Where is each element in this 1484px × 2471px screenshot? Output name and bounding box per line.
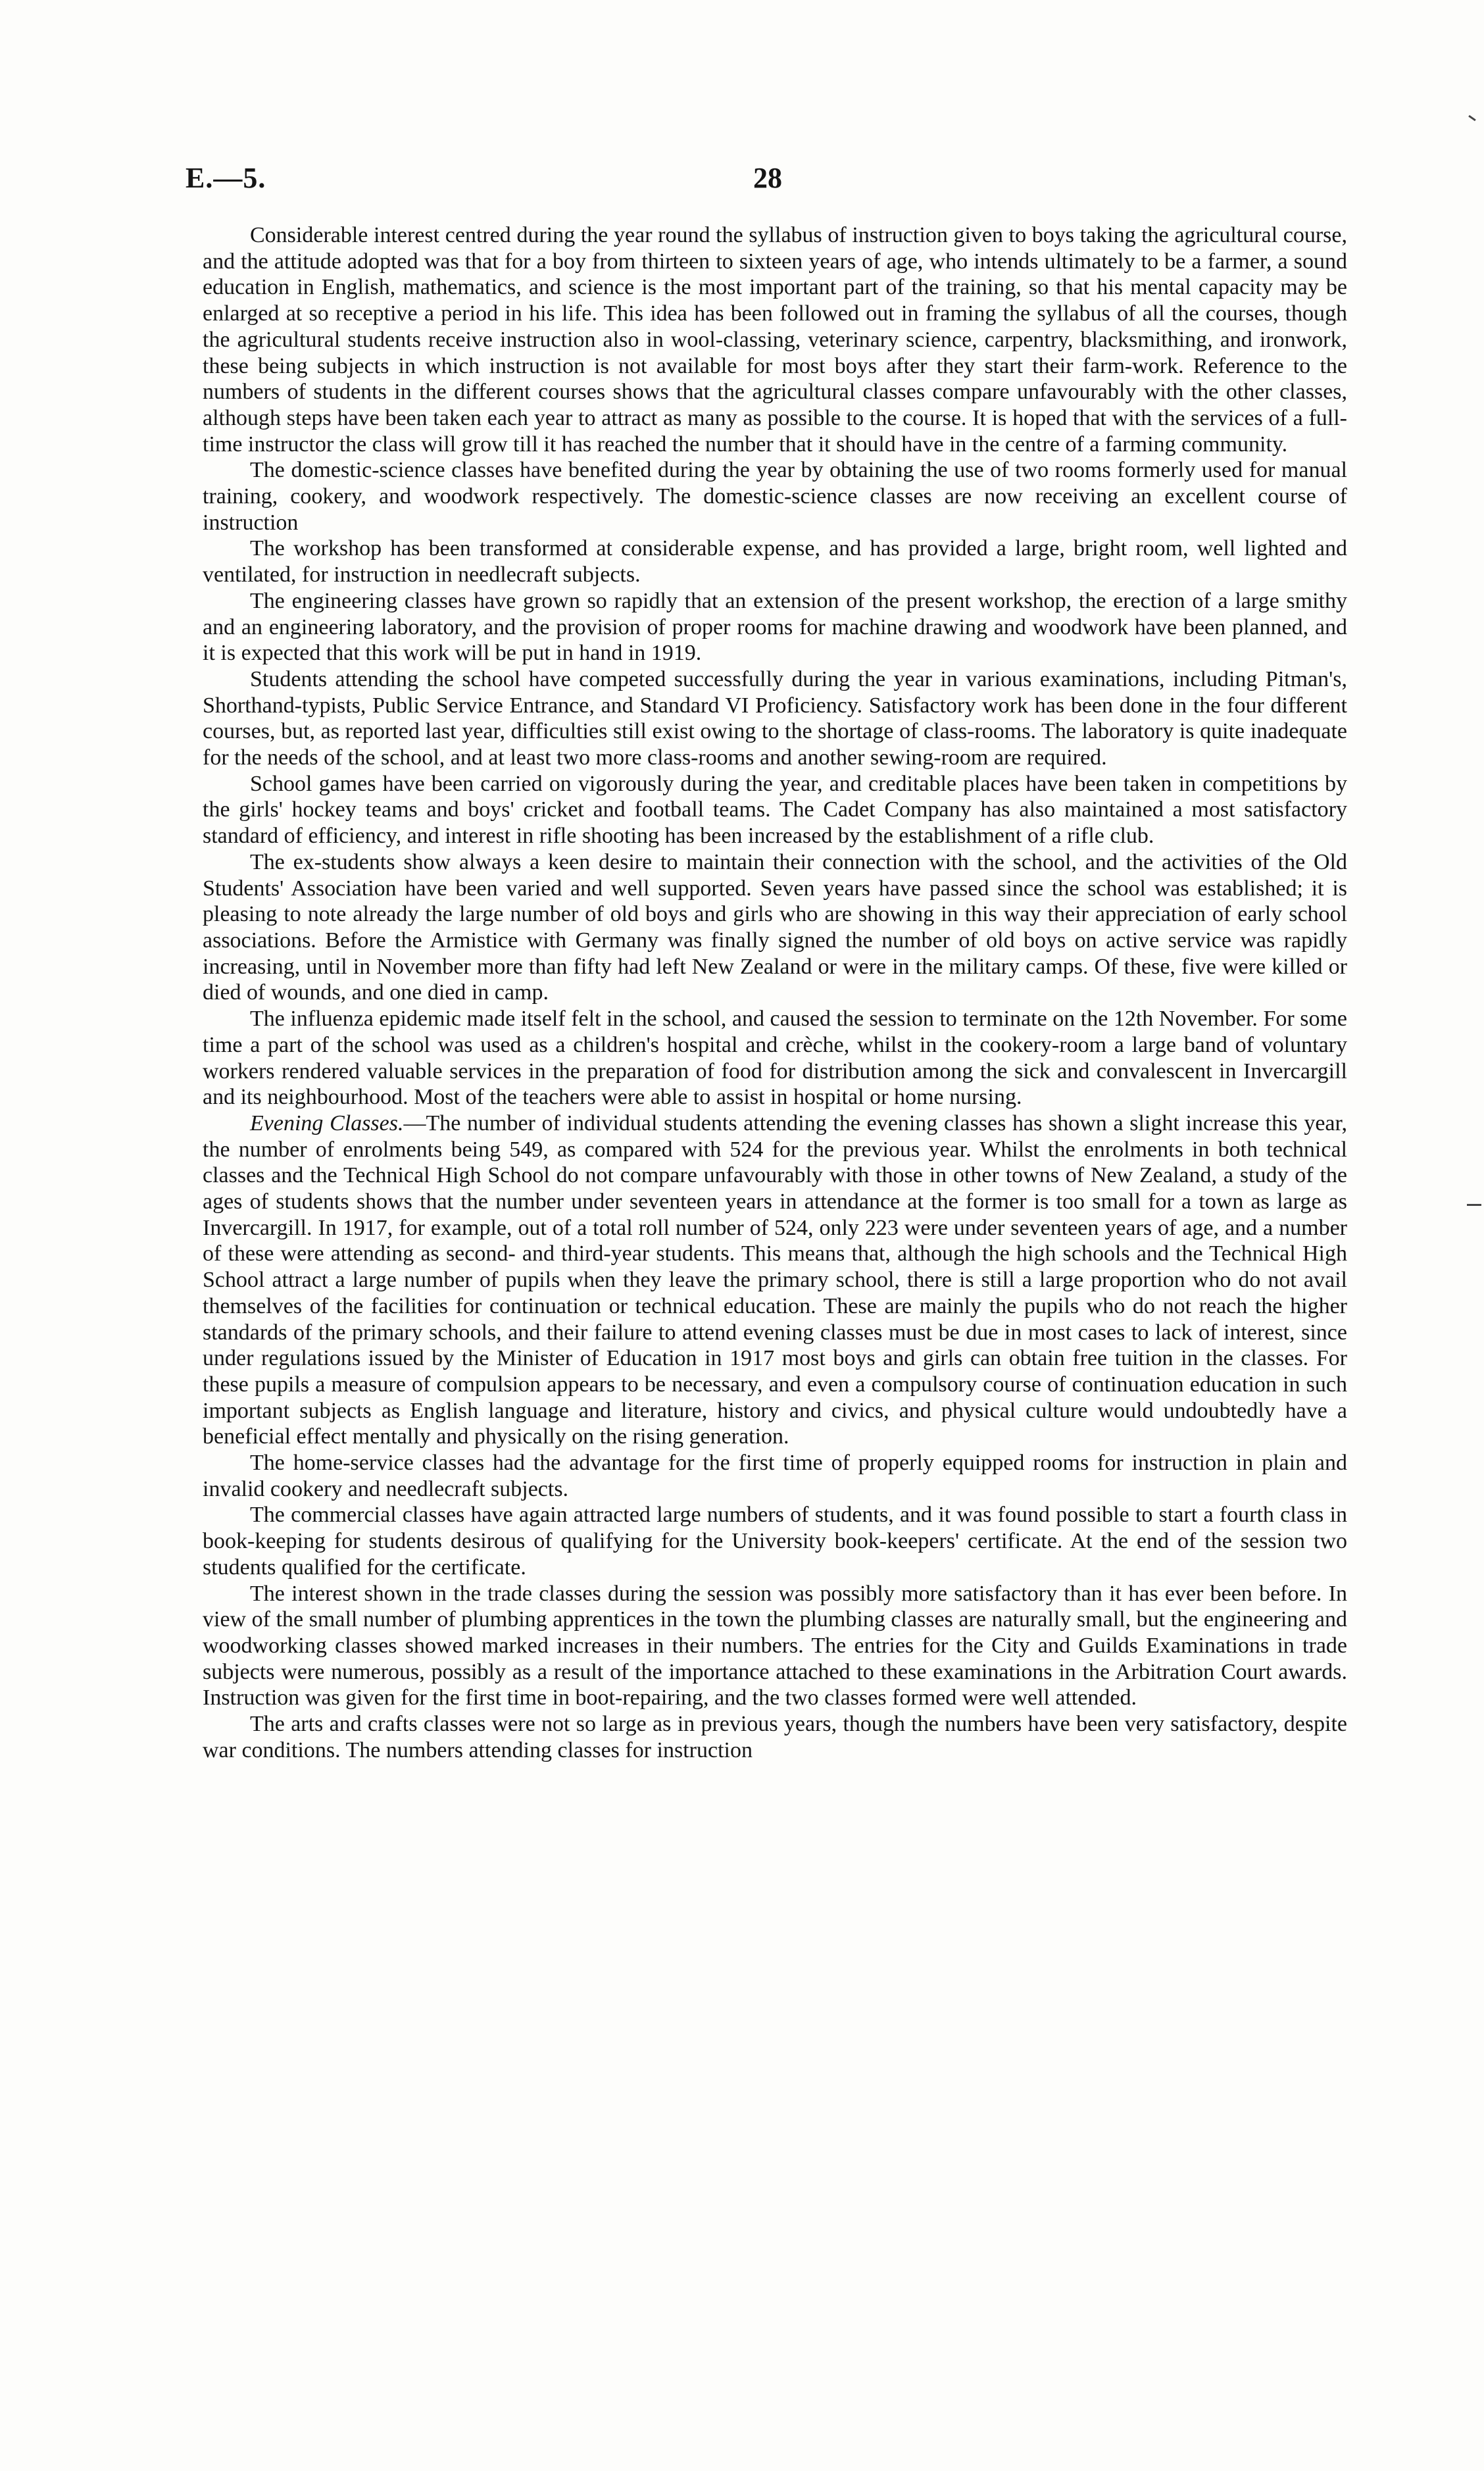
paragraph-evening-classes: [203, 1111, 1347, 1450]
paragraph-examinations: Students attending the school have competed successfully during the year in various examinations, including Pitman's, Shorthand-typists, Public Service Entrance, and Standard VI Proficiency. Satisfactory work has been done in the four different courses, but, as reported last year, difficulties still exist owing to the shortage of class-rooms. The laboratory is quite inadequate for the needs of the school, and at least two more class-rooms and another sewing-room are required.: [203, 666, 1347, 770]
paragraph-workshop: The workshop has been transformed at considerable expense, and has provided a large, bright room, well lighted and ventilated, for instruction in needlecraft subjects.: [203, 536, 1347, 587]
page-number: 28: [753, 162, 782, 194]
paragraph-arts-crafts: The arts and crafts classes were not so large as in previous years, though the numbers have been very satisfactory, despite war conditions. The numbers attending classes for instruction: [203, 1712, 1347, 1762]
section-heading-evening-classes: Evening Classes.: [250, 1111, 404, 1136]
paragraph-home-service: The home-service classes had the advantage for the first time of properly equipped rooms for instruction in plain and invalid cookery and needlecraft subjects.: [203, 1451, 1347, 1501]
paragraph-commercial: The commercial classes have again attracted large numbers of students, and it was found possible to start a fourth class in book-keeping for students desirous of qualifying for the University book-keepers' certificate. At the end of the session two students qualified for the certificate.: [203, 1503, 1347, 1580]
document-reference: E.—5.: [186, 162, 266, 194]
paragraph-ex-students: The ex-students show always a keen desire to maintain their connection with the school, and the activities of the Old Students' Association have been varied and well supported. Seven years have passed since the school was established; it is pleasing to note already the large number of old boys and girls who are showing in this way their appreciation of early school associations. Before the Armistice with Germany was finally signed the number of old boys on active service was rapidly increasing, until in November more than fifty had left New Zealand or were in the military camps. Of these, five were killed or died of wounds, and one died in camp.: [203, 849, 1347, 1005]
margin-mark-middle: [1467, 1204, 1481, 1206]
evening-classes-text: —The number of individual students attending the evening classes has shown a slight increase this year, the number of enrolments being 549, as compared with 524 for the previous year. Whilst the enrolments in both technical classes and the Technical High School do not compare unfavourably with those in other towns of New Zealand, a study of the ages of students shows that the number under seventeen years in attendance at the former is too small for a town as large as Invercargill. In 1917, for example, out of a total roll number of 524, only 223 were under seventeen years of age, and a number of these were attending as second- and third-year students. This means that, although the high schools and the Technical High School attract a large number of pupils when they leave the primary school, there is still a large proportion who do not avail themselves of the facilities for continuation or technical education. These are mainly the pupils who do not reach the higher standards of the primary schools, and their failure to attend evening classes must be due in most cases to lack of interest, since under regulations issued by the Minister of Education in 1917 most boys and girls can obtain free tuition in the classes. For these pupils a measure of compulsion appears to be necessary, and even a compulsory course of continuation education in such important subjects as English language and literature, history and civics, and physical culture would undoubtedly have a beneficial effect mentally and physically on the rising generation.: [203, 1111, 1347, 1449]
paragraph-domestic-science: The domestic-science classes have benefited during the year by obtaining the use of two rooms formerly used for manual training, cookery, and woodwork respectively. The domestic-science classes are now receiving an excellent course of instruction: [203, 458, 1347, 535]
margin-mark-top: [1468, 115, 1476, 121]
body-text: [203, 222, 1347, 1763]
paragraph-engineering: The engineering classes have grown so rapidly that an extension of the present workshop, the erection of a large smithy and an engineering laboratory, and the provision of proper rooms for machine drawing and woodwork have been planned, and it is expected that this work will be put in hand in 1919.: [203, 588, 1347, 666]
paragraph-school-games: School games have been carried on vigorously during the year, and creditable places have been taken in competitions by the girls' hockey teams and boys' cricket and football teams. The Cadet Company has also maintained a most satisfactory standard of efficiency, and interest in rifle shooting has been increased by the establishment of a rifle club.: [203, 771, 1347, 849]
paragraph-influenza: The influenza epidemic made itself felt in the school, and caused the session to terminate on the 12th November. For some time a part of the school was used as a children's hospital and crèche, whilst in the cookery-room a large band of voluntary workers rendered valuable services in the preparation of food for distribution among the sick and convalescent in Invercargill and its neighbourhood. Most of the teachers were able to assist in hospital or home nursing.: [203, 1007, 1347, 1110]
page-header: [186, 161, 1350, 214]
paragraph-trade-classes: The interest shown in the trade classes during the session was possibly more satisfactory than it has ever been before. In view of the small number of plumbing apprentices in the town the plumbing classes are naturally small, but the engineering and woodworking classes showed marked increases in their numbers. The entries for the City and Guilds Examinations in trade subjects were numerous, possibly as a result of the importance attached to these examinations in the Arbitration Court awards. Instruction was given for the first time in boot-repairing, and the two classes formed were well attended.: [203, 1581, 1347, 1710]
paragraph-agricultural-course: Considerable interest centred during the year round the syllabus of instruction given to boys taking the agricultural course, and the attitude adopted was that for a boy from thirteen to sixteen years of age, who intends ultimately to be a farmer, a sound education in English, mathematics, and science is the most important part of the training, so that his mental capacity may be enlarged at so receptive a period in his life. This idea has been followed out in framing the syllabus of all the courses, though the agricultural students receive instruction also in wool-classing, veterinary science, carpentry, blacksmithing, and ironwork, these being subjects in which instruction is not available for most boys after they start their farm-work. Reference to the numbers of students in the different courses shows that the agricultural classes compare unfavourably with the other classes, although steps have been taken each year to attract as many as possible to the course. It is hoped that with the services of a full-time instructor the class will grow till it has reached the number that it should have in the centre of a farming community.: [203, 223, 1347, 457]
